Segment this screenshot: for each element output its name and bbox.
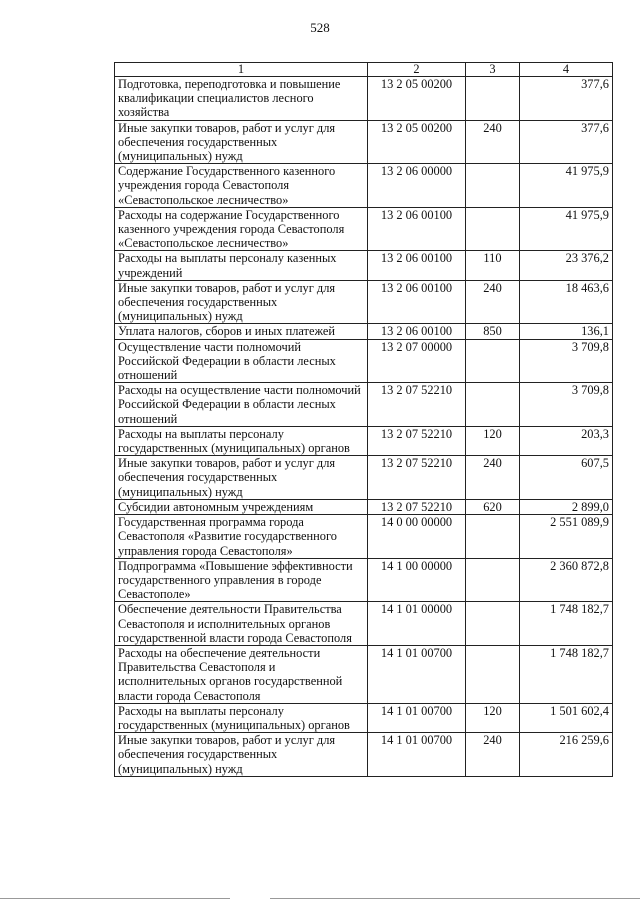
cell-amount: 41 975,9 xyxy=(520,164,613,208)
column-header-type: 3 xyxy=(466,63,520,77)
cell-name: Расходы на выплаты персоналу государственных (муниципальных) органов xyxy=(115,426,368,455)
cell-name: Иные закупки товаров, работ и услуг для обеспечения государственных (муниципальных) нужд xyxy=(115,280,368,324)
bottom-rule-right xyxy=(270,898,640,899)
cell-code: 13 2 05 00200 xyxy=(368,77,466,121)
cell-type xyxy=(466,515,520,559)
table-row xyxy=(115,164,613,208)
cell-name: Иные закупки товаров, работ и услуг для обеспечения государственных (муниципальных) нужд xyxy=(115,733,368,777)
table-header-row xyxy=(115,63,613,77)
cell-code: 13 2 07 00000 xyxy=(368,339,466,383)
cell-amount: 607,5 xyxy=(520,456,613,500)
cell-amount: 1 748 182,7 xyxy=(520,645,613,703)
table-row xyxy=(115,645,613,703)
table-row xyxy=(115,324,613,339)
cell-name: Обеспечение деятельности Правительства Севастополя и исполнительных органов государственной власти города Севастополя xyxy=(115,602,368,646)
cell-amount: 1 748 182,7 xyxy=(520,602,613,646)
cell-type: 240 xyxy=(466,733,520,777)
cell-code: 14 1 01 00700 xyxy=(368,645,466,703)
cell-type xyxy=(466,645,520,703)
cell-code: 13 2 07 52210 xyxy=(368,499,466,514)
cell-name: Расходы на выплаты персоналу государственных (муниципальных) органов xyxy=(115,703,368,732)
cell-amount: 216 259,6 xyxy=(520,733,613,777)
cell-amount: 203,3 xyxy=(520,426,613,455)
cell-type: 110 xyxy=(466,251,520,280)
column-header-amount: 4 xyxy=(520,63,613,77)
table-row xyxy=(115,339,613,383)
cell-type xyxy=(466,207,520,251)
cell-amount: 2 551 089,9 xyxy=(520,515,613,559)
cell-code: 13 2 06 00100 xyxy=(368,207,466,251)
bottom-rule-left xyxy=(0,898,230,899)
cell-type xyxy=(466,77,520,121)
table-row xyxy=(115,383,613,427)
table-row xyxy=(115,733,613,777)
cell-code: 14 1 01 00700 xyxy=(368,733,466,777)
table-row xyxy=(115,558,613,602)
cell-code: 13 2 07 52210 xyxy=(368,383,466,427)
cell-type: 620 xyxy=(466,499,520,514)
cell-amount: 18 463,6 xyxy=(520,280,613,324)
cell-amount: 2 899,0 xyxy=(520,499,613,514)
cell-amount: 2 360 872,8 xyxy=(520,558,613,602)
cell-amount: 3 709,8 xyxy=(520,339,613,383)
cell-type xyxy=(466,602,520,646)
table-row xyxy=(115,499,613,514)
cell-name: Субсидии автономным учреждениям xyxy=(115,499,368,514)
cell-name: Иные закупки товаров, работ и услуг для обеспечения государственных (муниципальных) нужд xyxy=(115,120,368,164)
table-row xyxy=(115,77,613,121)
cell-type xyxy=(466,383,520,427)
table-row xyxy=(115,602,613,646)
cell-code: 14 1 01 00000 xyxy=(368,602,466,646)
cell-code: 14 1 00 00000 xyxy=(368,558,466,602)
table-row xyxy=(115,456,613,500)
cell-code: 13 2 06 00000 xyxy=(368,164,466,208)
cell-code: 13 2 06 00100 xyxy=(368,280,466,324)
cell-amount: 377,6 xyxy=(520,120,613,164)
cell-type: 120 xyxy=(466,426,520,455)
cell-amount: 23 376,2 xyxy=(520,251,613,280)
table-body xyxy=(115,77,613,777)
cell-name: Расходы на осуществление части полномочий Российской Федерации в области лесных отношений xyxy=(115,383,368,427)
table-row xyxy=(115,515,613,559)
cell-amount: 377,6 xyxy=(520,77,613,121)
column-header-name: 1 xyxy=(115,63,368,77)
cell-code: 13 2 05 00200 xyxy=(368,120,466,164)
cell-amount: 136,1 xyxy=(520,324,613,339)
cell-name: Государственная программа города Севастополя «Развитие государственного управления города Севастополя» xyxy=(115,515,368,559)
cell-name: Расходы на содержание Государственного казенного учреждения города Севастополя «Севастопольское лесничество» xyxy=(115,207,368,251)
cell-code: 13 2 07 52210 xyxy=(368,456,466,500)
cell-name: Подготовка, переподготовка и повышение квалификации специалистов лесного хозяйства xyxy=(115,77,368,121)
cell-code: 14 1 01 00700 xyxy=(368,703,466,732)
cell-type: 240 xyxy=(466,456,520,500)
cell-name: Расходы на обеспечение деятельности Правительства Севастополя и исполнительных органов государственной власти города Севастополя xyxy=(115,645,368,703)
column-header-code: 2 xyxy=(368,63,466,77)
page-number: 528 xyxy=(310,20,330,35)
table-row xyxy=(115,280,613,324)
cell-code: 13 2 07 52210 xyxy=(368,426,466,455)
table-row xyxy=(115,426,613,455)
table-row xyxy=(115,703,613,732)
cell-type xyxy=(466,164,520,208)
cell-name: Подпрограмма «Повышение эффективности государственного управления в городе Севастополе» xyxy=(115,558,368,602)
cell-code: 13 2 06 00100 xyxy=(368,251,466,280)
budget-table xyxy=(114,62,613,777)
table-row xyxy=(115,207,613,251)
cell-name: Расходы на выплаты персоналу казенных учреждений xyxy=(115,251,368,280)
cell-amount: 1 501 602,4 xyxy=(520,703,613,732)
cell-amount: 41 975,9 xyxy=(520,207,613,251)
table-row xyxy=(115,251,613,280)
cell-name: Осуществление части полномочий Российской Федерации в области лесных отношений xyxy=(115,339,368,383)
cell-name: Уплата налогов, сборов и иных платежей xyxy=(115,324,368,339)
cell-type: 120 xyxy=(466,703,520,732)
cell-type: 850 xyxy=(466,324,520,339)
cell-type: 240 xyxy=(466,120,520,164)
cell-name: Иные закупки товаров, работ и услуг для обеспечения государственных (муниципальных) нужд xyxy=(115,456,368,500)
cell-type xyxy=(466,339,520,383)
cell-code: 14 0 00 00000 xyxy=(368,515,466,559)
cell-amount: 3 709,8 xyxy=(520,383,613,427)
cell-name: Содержание Государственного казенного учреждения города Севастополя «Севастопольское лесничество» xyxy=(115,164,368,208)
cell-type: 240 xyxy=(466,280,520,324)
cell-code: 13 2 06 00100 xyxy=(368,324,466,339)
cell-type xyxy=(466,558,520,602)
table-row xyxy=(115,120,613,164)
